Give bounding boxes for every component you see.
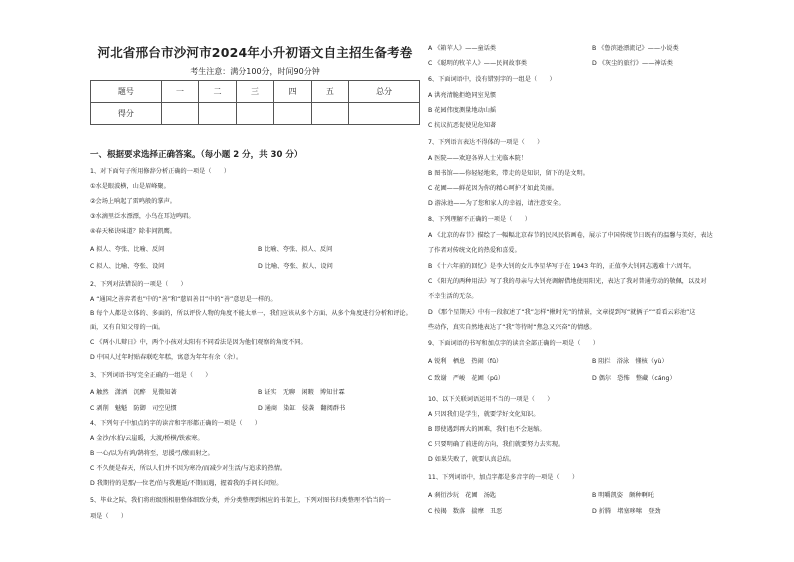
- question-line: D 《灰尘的旅行》——神话类: [592, 60, 673, 67]
- answer-option: D 折腾 堵塞哆嗦 登劲: [592, 508, 661, 515]
- answer-option: A 拟人、夸张、比喻、反问: [90, 246, 165, 253]
- question-line: B 《十六年前的回忆》是李大钊的女儿李星华写于在 1943 年的，正值李大钊同志遇难十六周年。: [428, 263, 696, 270]
- question-line: A 洪亮清脆拒绝同室见惯: [428, 92, 497, 99]
- question-line: 些动作，真实自然地表达了“我”等待时“焦急又兴奋”的情感。: [428, 324, 596, 331]
- question-line: 2、下列对法错误的一项是（ ）: [90, 281, 187, 288]
- answer-option: C 按揭 数落 揣摩 丑恶: [428, 508, 503, 515]
- question-line: ③水滴里泛水漂漂，小鸟在耳边鸣唱。: [90, 213, 195, 220]
- score-cell[interactable]: [199, 103, 236, 125]
- question-line: C 花圃——鲜花因为你的精心呵护才如此美丽。: [428, 185, 559, 192]
- answer-option: D 偶尔 恐怖 整藏（cáng）: [592, 375, 676, 382]
- question-line: C 《聪明的牧羊人》——民间故事类: [428, 60, 528, 67]
- answer-option: C 致谢 严峻 花圃（pǔ）: [428, 375, 505, 382]
- question-line: 7、下列语言表达不得体的一项是（ ）: [428, 139, 544, 146]
- question-line: A 只因我们是学生，就要学好文化知识。: [428, 411, 540, 418]
- page-title: 河北省邢台市沙河市2024年小升初语文自主招生备考卷: [97, 45, 413, 60]
- answer-option: A 触然 潇洒 沉醉 见微知著: [90, 389, 177, 396]
- question-line: 9、下面词语的书写和加点字的读音全部正确的一项是（ ）: [428, 340, 599, 347]
- question-line: B 花园伟度测量地动山摇: [428, 107, 497, 114]
- question-line: C 不久便是春天，所以人们并不因为寒冷/而减少对生活/与追求的热情。: [90, 465, 287, 472]
- score-cell[interactable]: [274, 103, 311, 125]
- question-line: 4、下列句子中加点的字的读音和字形都正确的一项是（ ）: [90, 420, 261, 427]
- answer-option: B 比喻、夸张、拟人、反问: [258, 246, 333, 253]
- question-line: D 《那个星期天》中有一段叙述了“我”怎样“揪时光”的情景，文章提到写“就俩子”“看看云彩池”这: [428, 309, 696, 316]
- question-line: 项是（ ）: [90, 513, 128, 520]
- question-line: D 中国人过年时贴春联吃年糕，寓意为年年有余（余）。: [90, 354, 243, 361]
- answer-option: B 明嚼凯姿 颇种啊吒: [592, 492, 654, 499]
- question-line: A “通国之善弈者也”中的“善”和“慈眉善目”中的“善”意思是一样的。: [90, 296, 277, 303]
- question-line: 5、毕业之际，我们将班级照相册整体细致分类，并分类整理到相应的书架上，下列对图书归类整理不恰当的一: [90, 497, 391, 504]
- question-line: C 《阳光的两种用法》写了我的母亲与大钊亮调解借地使用阳光，表达了我对普通劳动的敬佩，以及对: [428, 278, 707, 285]
- answer-option: B 阻拦 浴泳 懂核（yù）: [592, 358, 668, 365]
- question-line: 1、对下面句子所用修辞分析正确的一项是（ ）: [90, 168, 231, 175]
- question-line: 了作者对传统文化的热爱和喜爱。: [428, 247, 521, 254]
- score-table-header-row: [91, 81, 420, 103]
- score-table-header-cell: 四: [274, 81, 311, 103]
- question-line: 8、下列理解不正确的一项是（ ）: [428, 216, 531, 223]
- question-line: ②会场上响起了雷鸣般的掌声。: [90, 198, 176, 205]
- question-line: A 医院——欢迎各界人士光临本院！: [428, 155, 528, 162]
- question-line: A 金沙/水拍/云崖暖，大渡/桥横/铁索寒。: [90, 435, 204, 442]
- score-cell[interactable]: [161, 103, 198, 125]
- question-line: B 每个人都是立体的、多面的，所以评价人物的角度不能太单一，我们应该从多个方面、从多个角度进行分析和评论。: [90, 310, 412, 317]
- question-line: D 游泳池——为了您和家人的幸福，请注意安全。: [428, 200, 565, 207]
- answer-option: D 通商 染缸 侵袭 翻阅群书: [258, 405, 346, 412]
- score-table-score-row: [91, 103, 420, 125]
- section-heading: 一、根据要求选择正确答案。（每小题 2 分，共 30 分）: [90, 150, 303, 160]
- score-table-header-cell: 题号: [91, 81, 162, 103]
- question-line: B 图书馆——你轻轻地来，带走的是知识，留下的是文明。: [428, 170, 589, 177]
- score-table-header-cell: 一: [161, 81, 198, 103]
- score-table-header-cell: 二: [199, 81, 236, 103]
- question-line: A 《箱苹人》——童话类: [428, 45, 497, 52]
- answer-option: D 比喻、夸张、拟人、设问: [258, 263, 333, 270]
- score-cell[interactable]: [236, 103, 273, 125]
- question-line: 面，又有自知父母的一面。: [90, 324, 165, 331]
- question-line: B 一心/以为有鸿/鹄将至，思援弓/缴而射之。: [90, 450, 214, 457]
- exam-notice: 考生注意：满分100分，时间90分钟: [190, 67, 320, 76]
- score-table: [90, 80, 420, 125]
- question-line: B 即使遇到再大的困难，我们也不会退缩。: [428, 426, 546, 433]
- score-cell[interactable]: [349, 103, 420, 125]
- question-line: 11、下列词语中，加点字都是多音字的一项是（ ）: [428, 474, 579, 481]
- question-line: 10、以下关联词语运用不当的一项是（ ）: [428, 396, 554, 403]
- question-line: ④春天秘诀味道？除非问凯鹰。: [90, 228, 176, 235]
- question-line: 不幸生活的无奈。: [428, 293, 478, 300]
- question-line: 3、下列词语书写完全正确的一组是（ ）: [90, 372, 212, 379]
- question-line: D 我期待的是那/一位老/伯与我邂逅/不期而遇，握着我的手问长问短。: [90, 480, 283, 487]
- question-line: D 如果失败了，就要认真总结。: [428, 456, 516, 463]
- question-line: A 《北京的春节》描绘了一幅幅北京春节的民风民俗画卷，展示了中国传统节日既有的温馨与美好，表达: [428, 232, 713, 239]
- answer-option: A 刹衍沙玩 花圃 汤匙: [428, 492, 497, 499]
- answer-option: C 拟人、比喻、夸张、设问: [90, 263, 165, 270]
- question-line: C 《两小儿辩日》中，两个小孩对太阳有不同看法是因为他们观察的角度不同。: [90, 339, 307, 346]
- answer-option: A 锐利 栖息 热闹（fǔ）: [428, 358, 503, 365]
- score-table-header-cell: 总分: [349, 81, 420, 103]
- answer-option: C 剥削 魅魁 防御 司空见惯: [90, 405, 177, 412]
- question-line: ①水是眼波横，山是眉峰聚。: [90, 183, 170, 190]
- score-row-label: 得分: [91, 103, 162, 125]
- question-line: C 抗议抗恶促使见危知著: [428, 122, 497, 129]
- question-line: B 《鲁滨逊漂流记》——小说类: [592, 45, 679, 52]
- score-table-header-cell: 三: [236, 81, 273, 103]
- question-line: C 只要明确了前进的方向，我们就要努力去实现。: [428, 441, 565, 448]
- question-line: 6、下面词语中，没有错别字的一组是（ ）: [428, 76, 556, 83]
- score-table-header-cell: 五: [311, 81, 348, 103]
- score-cell[interactable]: [311, 103, 348, 125]
- answer-option: B 证实 无聊 闲暇 博知甘霖: [258, 389, 345, 396]
